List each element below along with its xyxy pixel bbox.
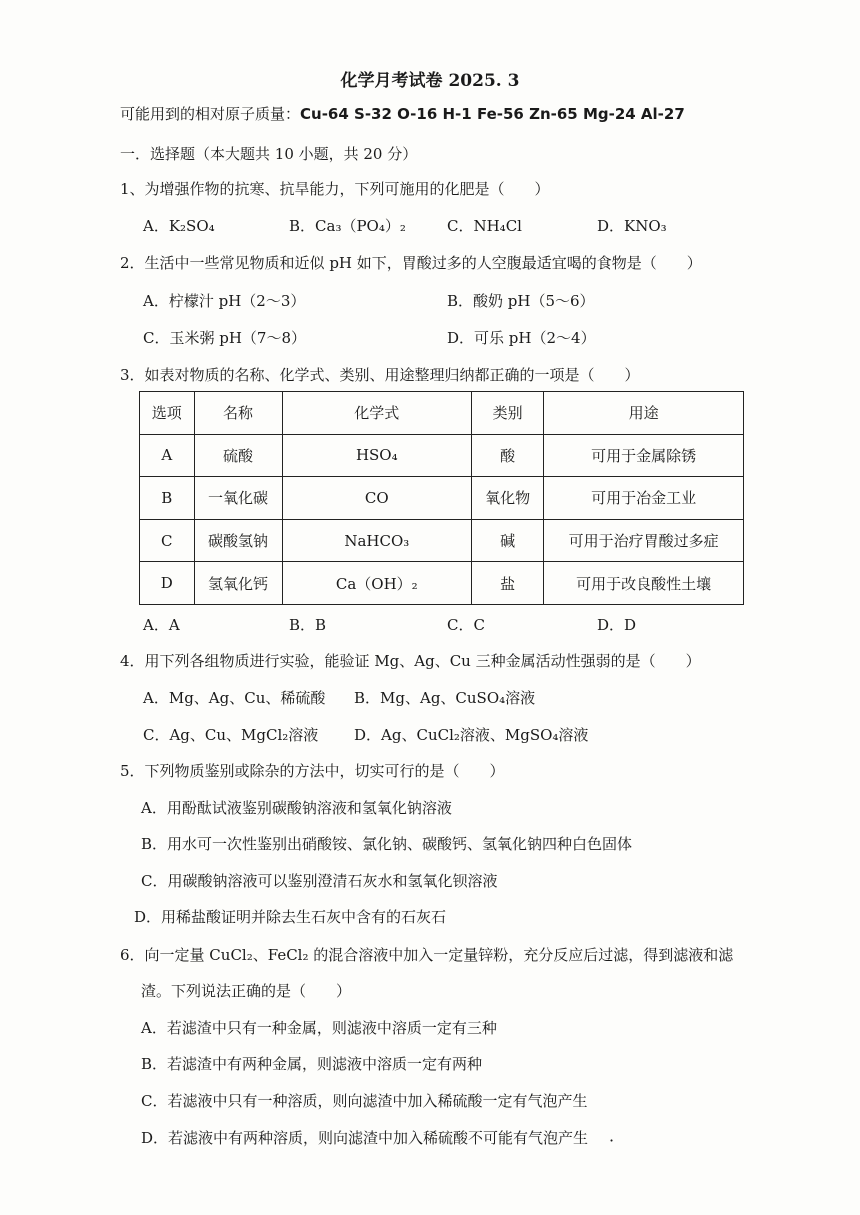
table-row bbox=[140, 434, 744, 477]
q6-option-d: D．若滤液中有两种溶质，则向滤渣中加入稀硫酸不可能有气泡产生 bbox=[141, 1129, 589, 1147]
section-heading: 一．选择题（本大题共 10 小题，共 20 分） bbox=[120, 145, 418, 163]
q2-option-b: B．酸奶 pH（5～6） bbox=[447, 292, 595, 310]
q5-option-c: C．用碳酸钠溶液可以鉴别澄清石灰水和氢氧化钡溶液 bbox=[141, 872, 498, 890]
table-header-cell: 名称 bbox=[194, 392, 282, 435]
table-header-row bbox=[140, 392, 744, 435]
exam-title: 化学月考试卷 2025. 3 bbox=[340, 71, 520, 91]
q1-option-d: D．KNO₃ bbox=[597, 217, 667, 235]
q4-option-a: A．Mg、Ag、Cu、稀硫酸 bbox=[143, 689, 326, 707]
question-1-stem: 1、为增强作物的抗寒、抗旱能力，下列可施用的化肥是（ ） bbox=[120, 180, 550, 198]
table-header-cell: 化学式 bbox=[282, 392, 471, 435]
q4-option-b: B．Mg、Ag、CuSO₄溶液 bbox=[354, 689, 536, 707]
question-6-stem-line2: 渣。下列说法正确的是（ ） bbox=[141, 982, 352, 1000]
q1-option-a: A．K₂SO₄ bbox=[143, 217, 215, 235]
table-cell: C bbox=[140, 519, 195, 562]
table-cell: A bbox=[140, 434, 195, 477]
q3-option-d: D．D bbox=[597, 616, 637, 634]
q3-table bbox=[139, 391, 744, 605]
table-row bbox=[140, 519, 744, 562]
q2-option-c: C．玉米粥 pH（7～8） bbox=[143, 329, 307, 347]
stray-mark: · bbox=[609, 1131, 615, 1150]
q5-option-a: A．用酚酞试液鉴别碳酸钠溶液和氢氧化钠溶液 bbox=[141, 799, 452, 817]
table-cell: 可用于冶金工业 bbox=[544, 477, 744, 520]
table-cell: Ca（OH）₂ bbox=[282, 562, 471, 605]
table-header-cell: 选项 bbox=[140, 392, 195, 435]
table-header-cell: 类别 bbox=[472, 392, 544, 435]
q2-option-d: D．可乐 pH（2～4） bbox=[447, 329, 596, 347]
q6-option-c: C．若滤液中只有一种溶质，则向滤渣中加入稀硫酸一定有气泡产生 bbox=[141, 1092, 588, 1110]
table-cell: HSO₄ bbox=[282, 434, 471, 477]
table-cell: 可用于治疗胃酸过多症 bbox=[544, 519, 744, 562]
q3-option-c: C．C bbox=[447, 616, 485, 634]
atomic-mass-line bbox=[120, 103, 685, 124]
table-row bbox=[140, 477, 744, 520]
q3-option-b: B．B bbox=[289, 616, 327, 634]
q6-option-b: B．若滤渣中有两种金属，则滤液中溶质一定有两种 bbox=[141, 1055, 483, 1073]
table-cell: 碳酸氢钠 bbox=[194, 519, 282, 562]
question-3-stem: 3．如表对物质的名称、化学式、类别、用途整理归纳都正确的一项是（ ） bbox=[120, 366, 640, 384]
table-header-cell: 用途 bbox=[544, 392, 744, 435]
table-row bbox=[140, 562, 744, 605]
q5-option-b: B．用水可一次性鉴别出硝酸铵、氯化钠、碳酸钙、氢氧化钠四种白色固体 bbox=[141, 835, 633, 853]
q1-option-c: C．NH₄Cl bbox=[447, 217, 522, 235]
q4-option-d: D．Ag、CuCl₂溶液、MgSO₄溶液 bbox=[354, 726, 589, 744]
q5-option-d: D．用稀盐酸证明并除去生石灰中含有的石灰石 bbox=[134, 908, 447, 926]
atomic-mass-prefix: 可能用到的相对原子质量： bbox=[120, 105, 301, 123]
question-2-stem: 2．生活中一些常见物质和近似 pH 如下，胃酸过多的人空腹最适宜喝的食物是（ ） bbox=[120, 254, 702, 272]
atomic-mass-values: Cu-64 S-32 O-16 H-1 Fe-56 Zn-65 Mg-24 Al-27 bbox=[300, 105, 685, 123]
q6-option-a: A．若滤渣中只有一种金属，则滤液中溶质一定有三种 bbox=[141, 1019, 497, 1037]
table-cell: 氢氧化钙 bbox=[194, 562, 282, 605]
table-cell: 氧化物 bbox=[472, 477, 544, 520]
table-cell: CO bbox=[282, 477, 471, 520]
table-cell: NaHCO₃ bbox=[282, 519, 471, 562]
table-cell: 酸 bbox=[472, 434, 544, 477]
table-cell: 碱 bbox=[472, 519, 544, 562]
table-cell: B bbox=[140, 477, 195, 520]
table-cell: 硫酸 bbox=[194, 434, 282, 477]
table-cell: 一氧化碳 bbox=[194, 477, 282, 520]
q1-option-b: B．Ca₃（PO₄）₂ bbox=[289, 217, 406, 235]
q2-option-a: A．柠檬汁 pH（2～3） bbox=[143, 292, 306, 310]
table-cell: 可用于改良酸性土壤 bbox=[544, 562, 744, 605]
question-4-stem: 4．用下列各组物质进行实验，能验证 Mg、Ag、Cu 三种金属活动性强弱的是（ ） bbox=[120, 652, 701, 670]
q3-option-a: A．A bbox=[143, 616, 180, 634]
question-6-stem-line1: 6．向一定量 CuCl₂、FeCl₂ 的混合溶液中加入一定量锌粉，充分反应后过滤，得到滤液和滤 bbox=[120, 946, 734, 964]
question-5-stem: 5．下列物质鉴别或除杂的方法中，切实可行的是（ ） bbox=[120, 762, 505, 780]
table-cell: 盐 bbox=[472, 562, 544, 605]
table-cell: 可用于金属除锈 bbox=[544, 434, 744, 477]
q4-option-c: C．Ag、Cu、MgCl₂溶液 bbox=[143, 726, 319, 744]
table-cell: D bbox=[140, 562, 195, 605]
